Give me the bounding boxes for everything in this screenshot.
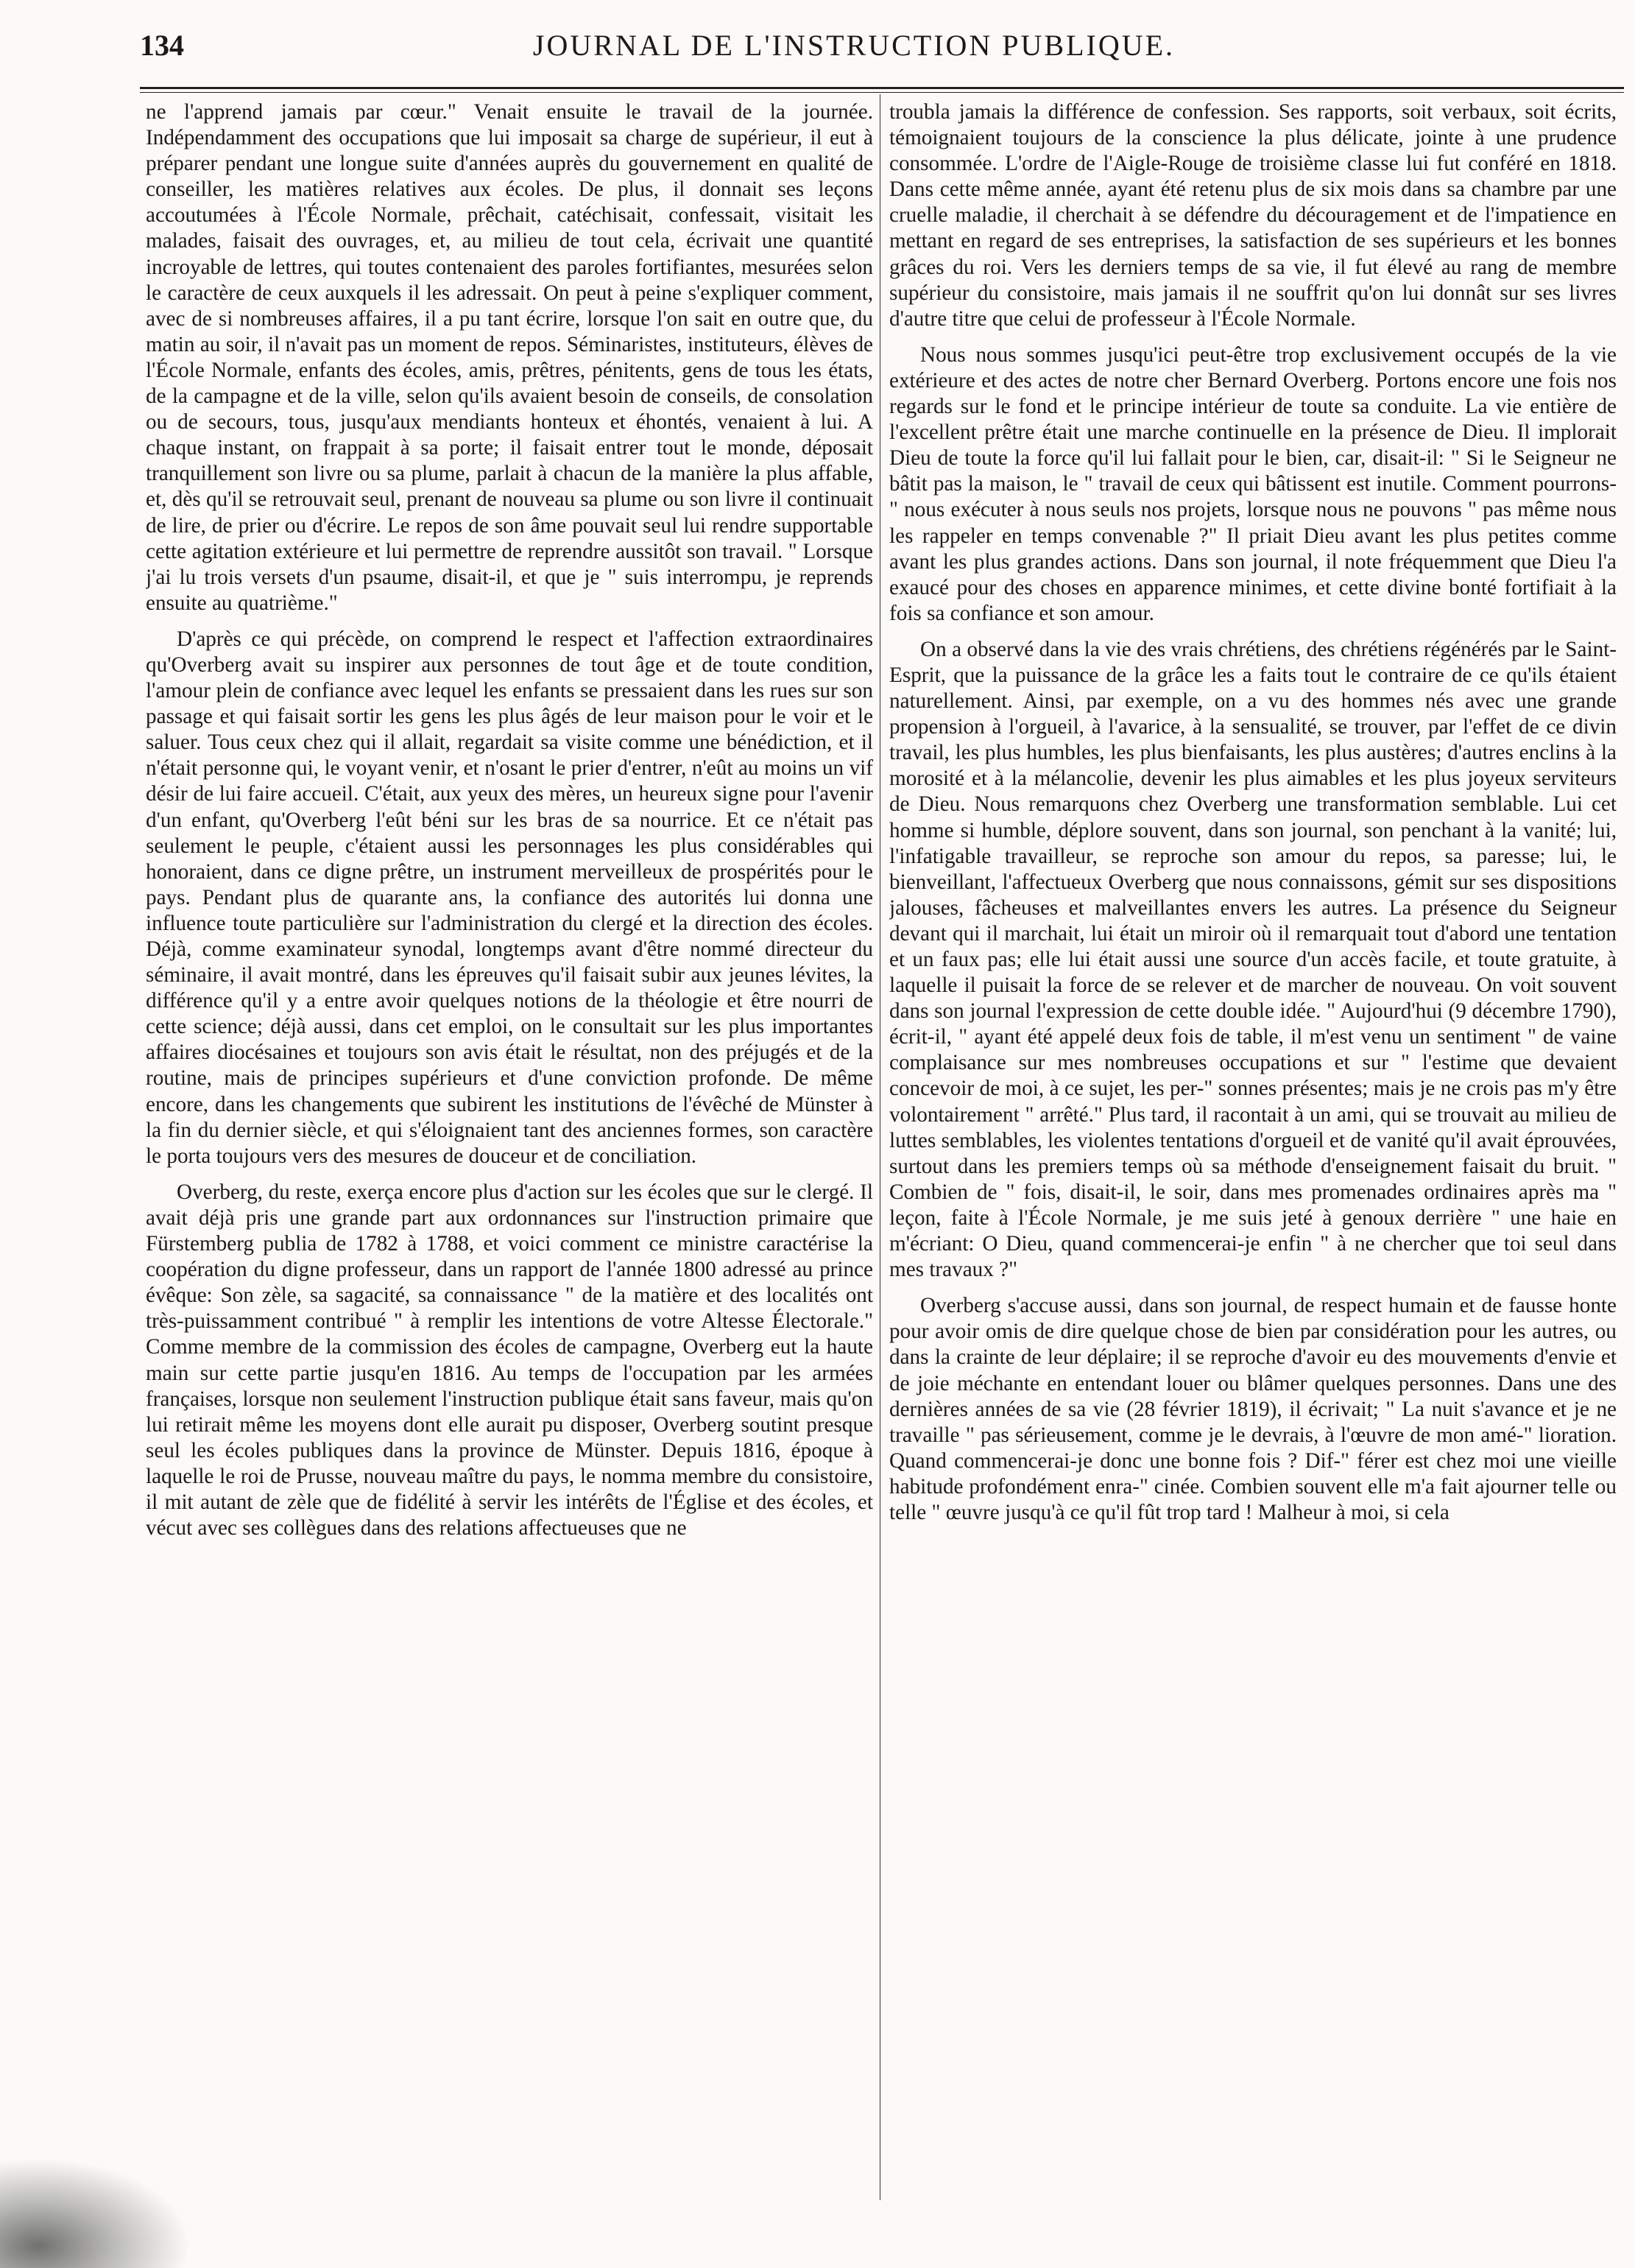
right-column [889, 99, 1617, 2205]
left-paragraph-1: ne l'apprend jamais par cœur." Venait ensuite le travail de la journée. Indépendamment des occupations que lui imposait sa charge de supérieur, il eut à préparer pendant une longue suite d'années auprès du gouvernement en qualité de conseiller, les matières relatives aux écoles. De plus, il donnait ses leçons accoutumées à l'École Normale, prêchait, catéchisait, confessait, visitait les malades, faisait des ouvrages, et, au milieu de tout cela, écrivait une quantité incroyable de lettres, qui toutes contenaient des paroles fortifiantes, mesurées selon le caractère de ceux auxquels il les adressait. On peut à peine s'expliquer comment, avec de si nombreuses affaires, il a pu tant écrire, lorsque l'on sait en outre que, du matin au soir, il n'avait pas un moment de repos. Séminaristes, instituteurs, élèves de l'École Normale, enfants des écoles, amis, prêtres, pénitents, gens de tous les états, de la campagne et de la ville, selon qu'ils avaient besoin de conseils, de consolation ou de secours, tous, jusqu'aux mendiants honteux et éhontés, venaient à lui. A chaque instant, on frappait à sa porte; il faisait entrer tout le monde, déposait tranquillement son livre ou sa plume, parlait à chacun de la manière la plus affable, et, dès qu'il se retrouvait seul, prenant de nouveau sa plume ou son livre il continuait de lire, de prier ou d'écrire. Le repos de son âme pouvait seul lui rendre supportable cette agitation extérieure et lui permettre de reprendre aussitôt son travail. " Lorsque j'ai lu trois versets d'un psaume, disait-il, et que je " suis interrompu, je reprends ensuite au quatrième." [146, 100, 873, 615]
page-number: 134 [140, 29, 184, 62]
left-paragraph-2: D'après ce qui précède, on comprend le respect et l'affection extraordinaires qu'Overberg avait su inspirer aux personnes de tout âge et de toute condition, l'amour plein de confiance avec lequel les enfants se pressaient dans les rues sur son passage et qui faisait sortir les gens les plus âgés de leur maison pour le voir et le saluer. Tous ceux chez qui il allait, regardait sa visite comme une bénédiction, et il n'était personne qui, le voyant venir, et n'osant le prier d'entrer, n'eût au moins un vif désir de lui faire accueil. C'était, aux yeux des mères, un heureux signe pour l'avenir d'un enfant, qu'Overberg l'eût béni sur les bras de sa nourrice. Et ce n'était pas seulement le peuple, c'étaient aussi les personnages les plus considérables qui honoraient, dans ce digne prêtre, un instrument merveilleux de prospérités pour le pays. Pendant plus de quarante ans, la confiance des autorités lui donna une influence toute particulière sur l'administration du clergé et la direction des écoles. Déjà, comme examinateur synodal, longtemps avant d'être nommé directeur du séminaire, il avait montré, dans les épreuves qu'il faisait subir aux jeunes lévites, la différence qu'il y a entre avoir quelques notions de la théologie et être nourri de cette science; déjà aussi, dans cet emploi, on le consultait sur les plus importantes affaires diocésaines et toujours son avis était le résultat, non des préjugés et de la routine, mais de principes supérieurs et d'une conviction profonde. De même encore, dans les changements que subirent les institutions de l'évêché de Münster à la fin du dernier siècle, et qui s'éloignaient tant des anciennes formes, son caractère le porta toujours vers des mesures de douceur et de conciliation. [146, 627, 873, 1168]
scan-smudge [0, 2158, 191, 2268]
left-column [146, 99, 873, 2205]
left-paragraph-3: Overberg, du reste, exerça encore plus d'action sur les écoles que sur le clergé. Il avait déjà pris une grande part aux ordonnances sur l'instruction primaire que Fürstemberg publia de 1782 à 1788, et voici comment ce ministre caractérise la coopération du digne professeur, dans un rapport de l'année 1800 adressé au prince évêque: Son zèle, sa sagacité, sa connaissance " de la matière et des localités ont très-puissamment contribué " à remplir les intentions de votre Altesse Électorale." Comme membre de la commission des écoles de campagne, Overberg eut la haute main sur cette partie jusqu'en 1816. Au temps de l'occupation par les armées françaises, lorsque non seulement l'instruction publique était sans faveur, mais qu'on lui retirait même les moyens dont elle aurait pu disposer, Overberg soutint presque seul les écoles publiques dans la province de Münster. Depuis 1816, époque à laquelle le roi de Prusse, nouveau maître du pays, le nomma membre du consistoire, il mit autant de zèle que de fidélité à servir les intérêts de l'Église et des écoles, et vécut avec ses collègues dans des relations affectueuses que ne [146, 1180, 873, 1540]
right-paragraph-4: Overberg s'accuse aussi, dans son journal, de respect humain et de fausse honte pour avoir omis de dire quelque chose de bien par considération pour les autres, ou dans la crainte de leur déplaire; il se reproche d'avoir eu des mouvements d'envie et de joie méchante en entendant louer ou blâmer quelques personnes. Dans une des dernières années de sa vie (28 février 1819), il écrivait; " La nuit s'avance et je ne travaille " pas sérieusement, comme je le devrais, à l'œuvre de mon amé-" lioration. Quand commencerai-je donc une bonne fois ? Dif-" férer est chez moi une vieille habitude profondément enra-" cinée. Combien souvent elle m'a fait ajourner telle ou telle " œuvre jusqu'à ce qu'il fût trop tard ! Malheur à moi, si cela [889, 1294, 1617, 1524]
right-paragraph-1: troubla jamais la différence de confession. Ses rapports, soit verbaux, soit écrits, témoignaient toujours de la conscience la plus délicate, jointe à une prudence consommée. L'ordre de l'Aigle-Rouge de troisième classe lui fut conféré en 1818. Dans cette même année, ayant été retenu plus de six mois dans sa chambre par une cruelle maladie, il cherchait à se défendre du découragement et de l'impatience en mettant en regard de ses entreprises, la satisfaction de ses supérieurs et les bonnes grâces du roi. Vers les derniers temps de sa vie, il fut élevé au rang de membre supérieur du consistoire, mais jamais il ne souffrit qu'on lui donnât sur ses livres d'autre titre que celui de professeur à l'École Normale. [889, 100, 1617, 331]
right-paragraph-3: On a observé dans la vie des vrais chrétiens, des chrétiens régénérés par le Saint-Esprit, que la puissance de la grâce les a faits tout le contraire de ce qu'ils étaient naturellement. Ainsi, par exemple, on a vu des hommes nés avec une grande propension à l'orgueil, à l'avarice, à la sensualité, se trouver, par l'effet de ce divin travail, les plus humbles, les plus bienfaisants, les plus austères; d'autres enclins à la morosité et à la mélancolie, devenir les plus aimables et les plus joyeux serviteurs de Dieu. Nous remarquons chez Overberg une transformation semblable. Lui cet homme si humble, déplore souvent, dans son journal, son penchant à la vanité; lui, l'infatigable travailleur, se reproche son amour du repos, sa paresse; lui, le bienveillant, l'affectueux Overberg que nous connaissons, gémit sur ses dispositions jalouses, fâcheuses et malveillantes envers les autres. La présence du Seigneur devant qui il marchait, lui était un miroir où il remarquait tout d'abord une tentation et un faux pas; elle lui était aussi une source d'un accès facile, et toute gratuite, à laquelle il puisait la force de se relever et de marcher de nouveau. On voit souvent dans son journal l'expression de cette double idée. " Aujourd'hui (9 décembre 1790), écrit-il, " ayant été appelé deux fois de table, il m'est venu un sentiment " de vaine complaisance sur mes nombreuses occupations et sur " l'estime que devaient concevoir de moi, à ce sujet, les per-" sonnes présentes; mais je ne crois pas m'y être volontairement " arrêté." Plus tard, il racontait à un ami, qui se trouvait au milieu de luttes semblables, les violentes tentations d'orgueil et de vanité qu'il avait éprouvées, surtout dans les premiers temps où sa méthode d'enseignement faisait du bruit. " Combien de " fois, disait-il, le soir, dans mes promenades ordinaires après ma " leçon, faite à l'École Normale, je me suis jeté à genoux derrière " une haie en m'écriant: O Dieu, quand commencerai-je enfin " à ne chercher que toi seul dans mes travaux ?" [889, 637, 1617, 1282]
running-title: JOURNAL DE L'INSTRUCTION PUBLIQUE. [532, 29, 1176, 62]
header-rule [140, 87, 1624, 93]
right-paragraph-2: Nous nous sommes jusqu'ici peut-être trop exclusivement occupés de la vie extérieure et des actes de notre cher Bernard Overberg. Portons encore une fois nos regards sur le fond et le principe intérieur de toute sa conduite. La vie entière de l'excellent prêtre était une marche continuelle en la présence de Dieu. Il implorait Dieu de toute la force qu'il lui fallait pour le bien, car, disait-il: " Si le Seigneur ne bâtit pas la maison, le " travail de ceux qui bâtissent est inutile. Comment pourrons-" nous exécuter à nous seuls nos projets, lorsque nous ne pouvons " pas même nous les rappeler en temps convenable ?" Il priait Dieu avant les plus petites comme avant les plus grandes actions. Dans son journal, il note fréquemment que Dieu l'a exaucé pour des choses en apparence minimes, et cette divine bonté fortifiait à la fois sa confiance et son amour. [889, 342, 1617, 625]
